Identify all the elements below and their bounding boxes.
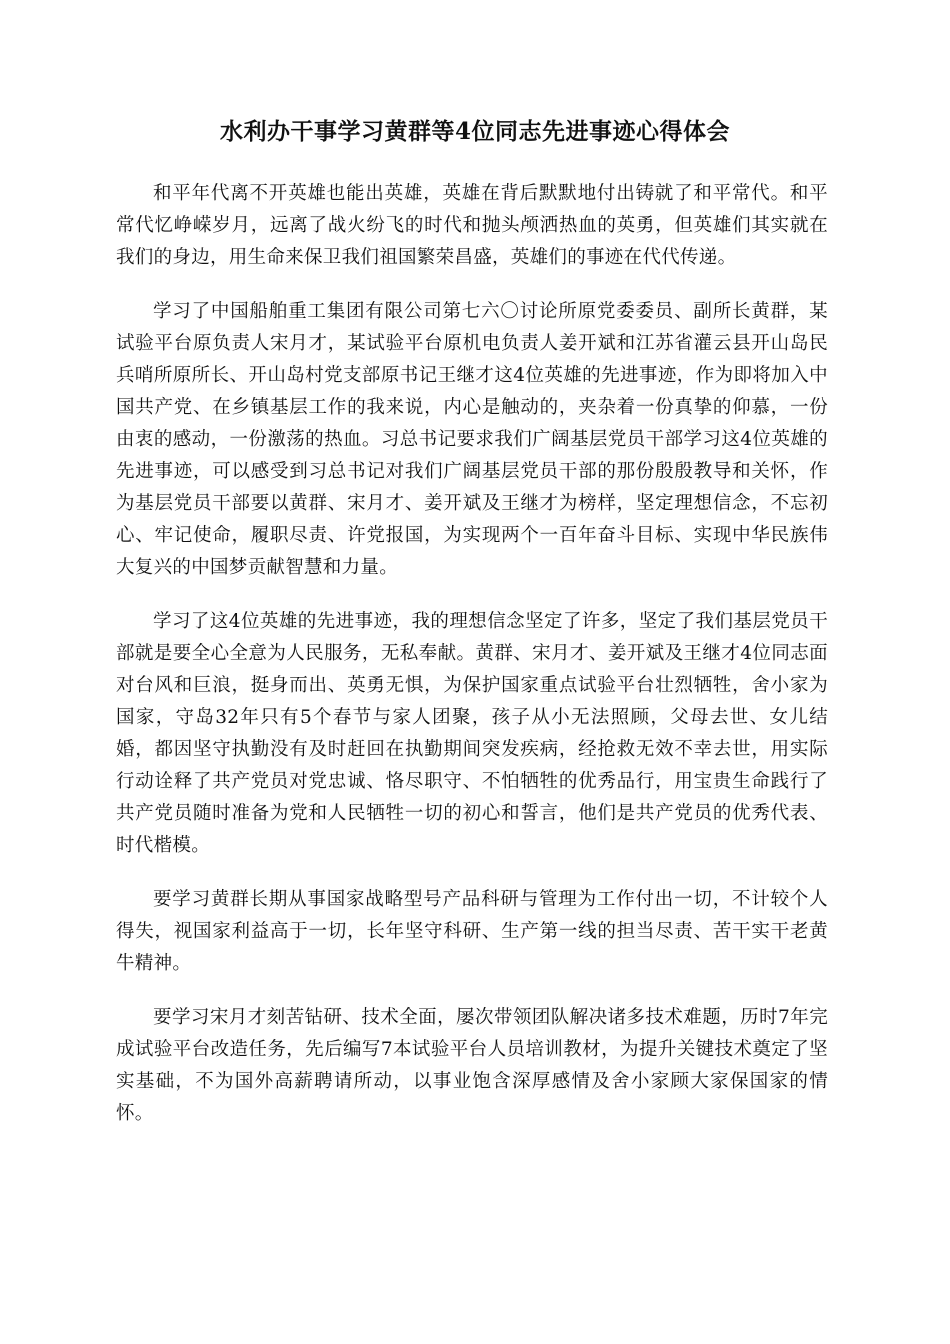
body-paragraph: 要学习黄群长期从事国家战略型号产品科研与管理为工作付出一切，不计较个人得失，视国家利益高于一切，长年坚守科研、生产第一线的担当尽责、苦干实干老黄牛精神。 [116,889,828,974]
document-body [116,178,828,1152]
body-paragraph: 要学习宋月才刻苦钻研、技术全面，屡次带领团队解决诸多技术难题，历时7年完成试验平台改造任务，先后编写7本试验平台人员培训教材，为提升关键技术奠定了坚实基础，不为国外高薪聘请所动，以事业饱含深厚感情及舍小家顾大家保国家的情怀。 [116,1007,828,1124]
body-paragraph: 学习了这4位英雄的先进事迹，我的理想信念坚定了许多，坚定了我们基层党员干部就是要全心全意为人民服务，无私奉献。黄群、宋月才、姜开斌及王继才4位同志面对台风和巨浪，挺身而出、英勇无惧，为保护国家重点试验平台壮烈牺牲，舍小家为国家，守岛32年只有5个春节与家人团聚，孩子从小无法照顾，父母去世、女儿结婚，都因坚守执勤没有及时赶回在执勤期间突发疾病，经抢救无效不幸去世，用实际行动诠释了共产党员对党忠诚、恪尽职守、不怕牺牲的优秀品行，用宝贵生命践行了共产党员随时准备为党和人民牺牲一切的初心和誓言，他们是共产党员的优秀代表、时代楷模。 [116,611,828,856]
body-paragraph: 和平年代离不开英雄也能出英雄，英雄在背后默默地付出铸就了和平常代。和平常代忆峥嵘岁月，远离了战火纷飞的时代和抛头颅洒热血的英勇，但英雄们其实就在我们的身边，用生命来保卫我们祖国繁荣昌盛，英雄们的事迹在代代传递。 [116,183,828,268]
document-title: 水利办干事学习黄群等4位同志先进事迹心得体会 [219,118,730,145]
body-paragraph: 学习了中国船舶重工集团有限公司第七六〇讨论所原党委委员、副所长黄群，某试验平台原负责人宋月才，某试验平台原机电负责人姜开斌和江苏省灌云县开山岛民兵哨所原所长、开山岛村党支部原书记王继才这4位英雄的先进事迹，作为即将加入中国共产党、在乡镇基层工作的我来说，内心是触动的，夹杂着一份真挚的仰慕，一份由衷的感动，一份激荡的热血。习总书记要求我们广阔基层党员干部学习这4位英雄的先进事迹，可以感受到习总书记对我们广阔基层党员干部的那份殷殷教导和关怀，作为基层党员干部要以黄群、宋月才、姜开斌及王继才为榜样，坚定理想信念，不忘初心、牢记使命，履职尽责、许党报国，为实现两个一百年奋斗目标、实现中华民族伟大复兴的中国梦贡献智慧和力量。 [116,301,828,578]
